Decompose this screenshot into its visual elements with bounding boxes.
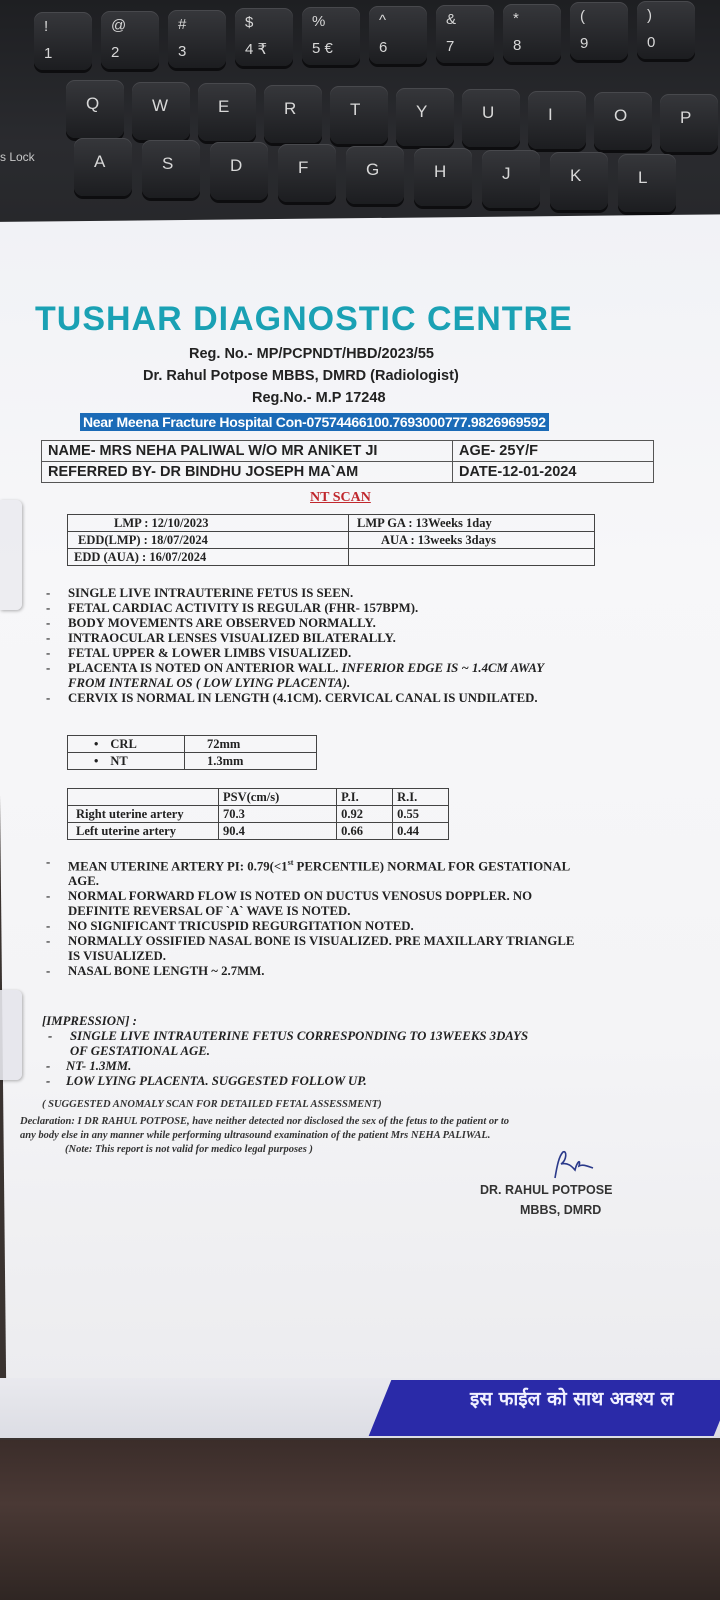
empty-cell: [349, 549, 595, 566]
key-top-symbol: &: [446, 10, 457, 28]
signature-name: DR. RAHUL POTPOSE: [480, 1183, 613, 1197]
declaration: [20, 1115, 710, 1157]
key-letter: Q: [86, 94, 100, 113]
key-letter: H: [434, 162, 447, 181]
doppler-pi: 0.92: [337, 806, 393, 823]
keyboard-key: [594, 92, 652, 150]
key-letter: R: [284, 98, 297, 118]
biometry-label: NT: [110, 753, 128, 768]
finding-item: [46, 646, 668, 661]
bullet-dash: -: [46, 646, 51, 660]
keyboard-key: [528, 91, 586, 149]
keyboard-key: [74, 138, 132, 196]
key-top-symbol: (: [580, 8, 585, 26]
declaration-line-1: Declaration: I DR RAHUL POTPOSE, have neither detected nor disclosed the sex of the fetus to the patient or to: [20, 1116, 510, 1127]
bullet-dash: -: [46, 855, 51, 869]
key-letter: Y: [416, 101, 428, 121]
ductus-venosus: NORMAL FORWARD FLOW IS NOTED ON DUCTUS VENOSUS DOPPLER. NO: [68, 889, 533, 904]
background-cloth: [0, 1440, 720, 1600]
paper-clip-lower: [0, 990, 22, 1080]
ductus-venosus-cont: DEFINITE REVERSAL OF `A` WAVE IS NOTED.: [68, 904, 351, 919]
bullet-dash: -: [46, 616, 51, 630]
impression-heading: [IMPRESSION] :: [42, 1014, 137, 1028]
keyboard-key: [210, 142, 268, 200]
keyboard-key: [346, 146, 404, 204]
keyboard-key: [570, 2, 628, 60]
key-top-symbol: #: [178, 15, 187, 33]
nasal-bone: NORMALLY OSSIFIED NASAL BONE IS VISUALIZED. PRE MAXILLARY TRIANGLE: [68, 934, 575, 949]
keyboard-key: [414, 148, 472, 206]
doctor-registration: Reg.No.- M.P 17248: [252, 390, 386, 406]
key-top-symbol: %: [312, 13, 326, 31]
key-letter: T: [350, 100, 361, 119]
key-top-symbol: $: [245, 14, 254, 32]
key-top-symbol: *: [513, 9, 519, 27]
contact-banner: Near Meena Fracture Hospital Con-07574466100.7693000777.9826969592: [80, 413, 549, 431]
keyboard-key: [34, 12, 92, 70]
impression-1-cont: OF GESTATIONAL AGE.: [70, 1044, 210, 1058]
bullet-dot: •: [94, 736, 99, 751]
mean-pi-age: AGE.: [68, 874, 99, 889]
key-letter: J: [502, 164, 511, 183]
key-letter: G: [366, 160, 380, 179]
key-top-symbol: ^: [379, 12, 387, 29]
tricuspid: NO SIGNIFICANT TRICUSPID REGURGITATION NOTED.: [68, 919, 414, 934]
caps-lock-label: s Lock: [0, 150, 35, 164]
key-bottom-symbol: 3: [178, 42, 187, 60]
report-title: NT SCAN: [310, 490, 371, 505]
placenta-finding: PLACENTA IS NOTED ON ANTERIOR WALL.: [68, 661, 342, 675]
biometry-row: [68, 753, 317, 770]
bullet-dash: -: [46, 1059, 51, 1073]
findings-list: [46, 586, 668, 706]
keyboard-key: [330, 86, 388, 144]
nasal-bone-length: NASAL BONE LENGTH ~ 2.7MM.: [68, 964, 265, 979]
doppler-table: [67, 788, 449, 840]
doppler-header-ri: R.I.: [393, 789, 449, 806]
key-letter: W: [152, 95, 169, 115]
paper-clip: [0, 500, 22, 610]
bullet-dash: -: [46, 1074, 51, 1088]
keyboard-key: [660, 94, 718, 152]
keyboard-key: [482, 150, 540, 208]
biometry-row: [68, 736, 317, 753]
impression-1: SINGLE LIVE INTRAUTERINE FETUS CORRESPONDING TO 13WEEKS 3DAYS: [70, 1029, 529, 1043]
doppler-row: [68, 823, 449, 840]
biometry-label: CRL: [110, 736, 137, 751]
mean-pi-cont: PERCENTILE) NORMAL FOR GESTATIONAL: [293, 859, 571, 874]
doppler-header-psv: PSV(cm/s): [219, 789, 337, 806]
pi-superscript: st: [287, 858, 294, 867]
doppler-ri: 0.44: [393, 823, 449, 840]
keyboard-background: [0, 0, 720, 240]
doppler-header-pi: P.I.: [337, 789, 393, 806]
bullet-dash: -: [46, 919, 51, 934]
doppler-psv: 90.4: [219, 823, 337, 840]
keyboard-key: [278, 144, 336, 202]
keyboard-key: [637, 1, 695, 59]
key-letter: F: [298, 158, 309, 177]
bullet-dash: -: [46, 586, 51, 600]
keyboard-key: [264, 85, 322, 143]
patient-name: NAME- MRS NEHA PALIWAL W/O MR ANIKET JI: [42, 441, 453, 462]
finding-text: BODY MOVEMENTS ARE OBSERVED NORMALLY.: [68, 616, 376, 630]
bullet-dash: -: [46, 601, 51, 615]
key-letter: L: [638, 168, 648, 187]
registration-number: Reg. No.- MP/PCPNDT/HBD/2023/55: [189, 346, 434, 362]
key-letter: A: [94, 152, 106, 171]
keyboard-key: [168, 10, 226, 68]
key-letter: K: [570, 166, 582, 185]
finding-text: FETAL UPPER & LOWER LIMBS VISUALIZED.: [68, 646, 352, 660]
key-bottom-symbol: 1: [44, 45, 53, 62]
finding-item: [46, 631, 668, 646]
keyboard-key: [618, 154, 676, 212]
key-bottom-symbol: 2: [111, 43, 120, 61]
keyboard-key: [101, 11, 159, 69]
finding-text: INTRAOCULAR LENSES VISUALIZED BILATERALLY.: [68, 631, 396, 645]
lmp-ga-value: LMP GA : 13Weeks 1day: [349, 515, 595, 532]
key-letter: U: [482, 103, 495, 122]
impression-section: [42, 1014, 682, 1089]
key-top-symbol: @: [111, 16, 127, 34]
keyboard-key: [462, 89, 520, 147]
bullet-dash: -: [46, 661, 51, 675]
keyboard-key: [550, 152, 608, 210]
placenta-finding-cont: FROM INTERNAL OS ( LOW LYING PLACENTA).: [68, 676, 351, 690]
cervix-finding: CERVIX IS NORMAL IN LENGTH (4.1CM). CERVICAL CANAL IS UNDILATED.: [68, 691, 538, 705]
referred-by: REFERRED BY- DR BINDHU JOSEPH MA`AM: [42, 462, 453, 483]
key-letter: O: [614, 106, 628, 125]
doctor-name: Dr. Rahul Potpose MBBS, DMRD (Radiologist): [143, 368, 459, 384]
keyboard-key: [369, 6, 427, 64]
key-bottom-symbol: 8: [513, 36, 522, 54]
finding-item: [46, 616, 668, 631]
impression-3: LOW LYING PLACENTA. SUGGESTED FOLLOW UP.: [66, 1074, 367, 1088]
folder-hindi-text: इस फाईल को साथ अवश्य ल: [470, 1388, 674, 1410]
keyboard-key: [503, 4, 561, 62]
patient-age: AGE- 25Y/F: [453, 441, 654, 462]
nasal-bone-cont: IS VISUALIZED.: [68, 949, 166, 964]
doppler-ri: 0.55: [393, 806, 449, 823]
bullet-dash: -: [46, 691, 51, 705]
aua-value: AUA : 13weeks 3days: [349, 532, 595, 549]
doppler-label: Right uterine artery: [68, 806, 219, 823]
finding-item: [46, 601, 668, 616]
mean-pi: MEAN UTERINE ARTERY PI: 0.79(<1: [68, 859, 288, 874]
key-bottom-symbol: 6: [379, 39, 388, 56]
finding-item: [46, 586, 668, 601]
doppler-row: [68, 806, 449, 823]
key-letter: P: [680, 107, 692, 127]
bullet-dash: -: [46, 934, 51, 949]
keyboard-key: [396, 88, 454, 146]
keyboard-key: [132, 82, 190, 140]
signature-degree: MBBS, DMRD: [520, 1203, 602, 1217]
placenta-inferior-edge: INFERIOR EDGE IS ~ 1.4CM AWAY: [341, 661, 545, 675]
keyboard-key: [66, 80, 124, 138]
edd-aua-value: EDD (AUA) : 16/07/2024: [68, 549, 349, 566]
key-bottom-symbol: 9: [580, 35, 589, 53]
biometry-label-cell: [68, 736, 185, 753]
key-bottom-symbol: 7: [446, 37, 455, 55]
key-letter: S: [162, 154, 174, 173]
biometry-value: 1.3mm: [185, 753, 317, 770]
key-bottom-symbol: 4 ₹: [245, 41, 268, 59]
bullet-dash: -: [48, 1029, 53, 1043]
patient-table: [41, 440, 654, 483]
keyboard-key: [198, 83, 256, 141]
signature-mark: [545, 1148, 605, 1182]
doppler-psv: 70.3: [219, 806, 337, 823]
finding-text: SINGLE LIVE INTRAUTERINE FETUS IS SEEN.: [68, 586, 354, 600]
keyboard-key: [142, 140, 200, 198]
finding-text: FETAL CARDIAC ACTIVITY IS REGULAR (FHR- 157BPM).: [68, 601, 419, 615]
key-letter: E: [218, 97, 230, 116]
edd-lmp-value: EDD(LMP) : 18/07/2024: [68, 532, 349, 549]
lmp-value: LMP : 12/10/2023: [68, 515, 349, 532]
impression-4: ( SUGGESTED ANOMALY SCAN FOR DETAILED FETAL ASSESSMENT): [42, 1099, 382, 1110]
declaration-line-2: any body else in any manner while performing ultrasound examination of the patient Mrs NEHA PALIWAL.: [20, 1130, 491, 1141]
doppler-pi: 0.66: [337, 823, 393, 840]
biometry-value: 72mm: [185, 736, 317, 753]
key-top-symbol: ): [647, 7, 652, 25]
keyboard-key: [436, 5, 494, 63]
doppler-label: Left uterine artery: [68, 823, 219, 840]
biometry-label-cell: [68, 753, 185, 770]
bullet-dash: -: [46, 631, 51, 645]
doppler-findings: [46, 855, 678, 979]
bullet-dash: -: [46, 964, 51, 979]
key-letter: I: [548, 104, 553, 124]
key-bottom-symbol: 0: [647, 34, 656, 52]
impression-2: NT- 1.3MM.: [66, 1059, 132, 1073]
biometry-table: [67, 735, 317, 770]
keyboard-key: [235, 8, 293, 66]
centre-title: TUSHAR DIAGNOSTIC CENTRE: [35, 300, 573, 338]
bullet-dot: •: [94, 753, 99, 768]
dates-table: [67, 514, 595, 566]
doppler-header-blank: [68, 789, 219, 806]
report-date: DATE-12-01-2024: [453, 462, 654, 483]
keyboard-key: [302, 7, 360, 65]
key-bottom-symbol: 5 €: [312, 40, 333, 58]
note-line: (Note: This report is not valid for medico legal purposes ): [65, 1144, 313, 1155]
bullet-dash: -: [46, 889, 51, 904]
key-letter: D: [230, 156, 243, 175]
key-top-symbol: !: [44, 18, 49, 35]
